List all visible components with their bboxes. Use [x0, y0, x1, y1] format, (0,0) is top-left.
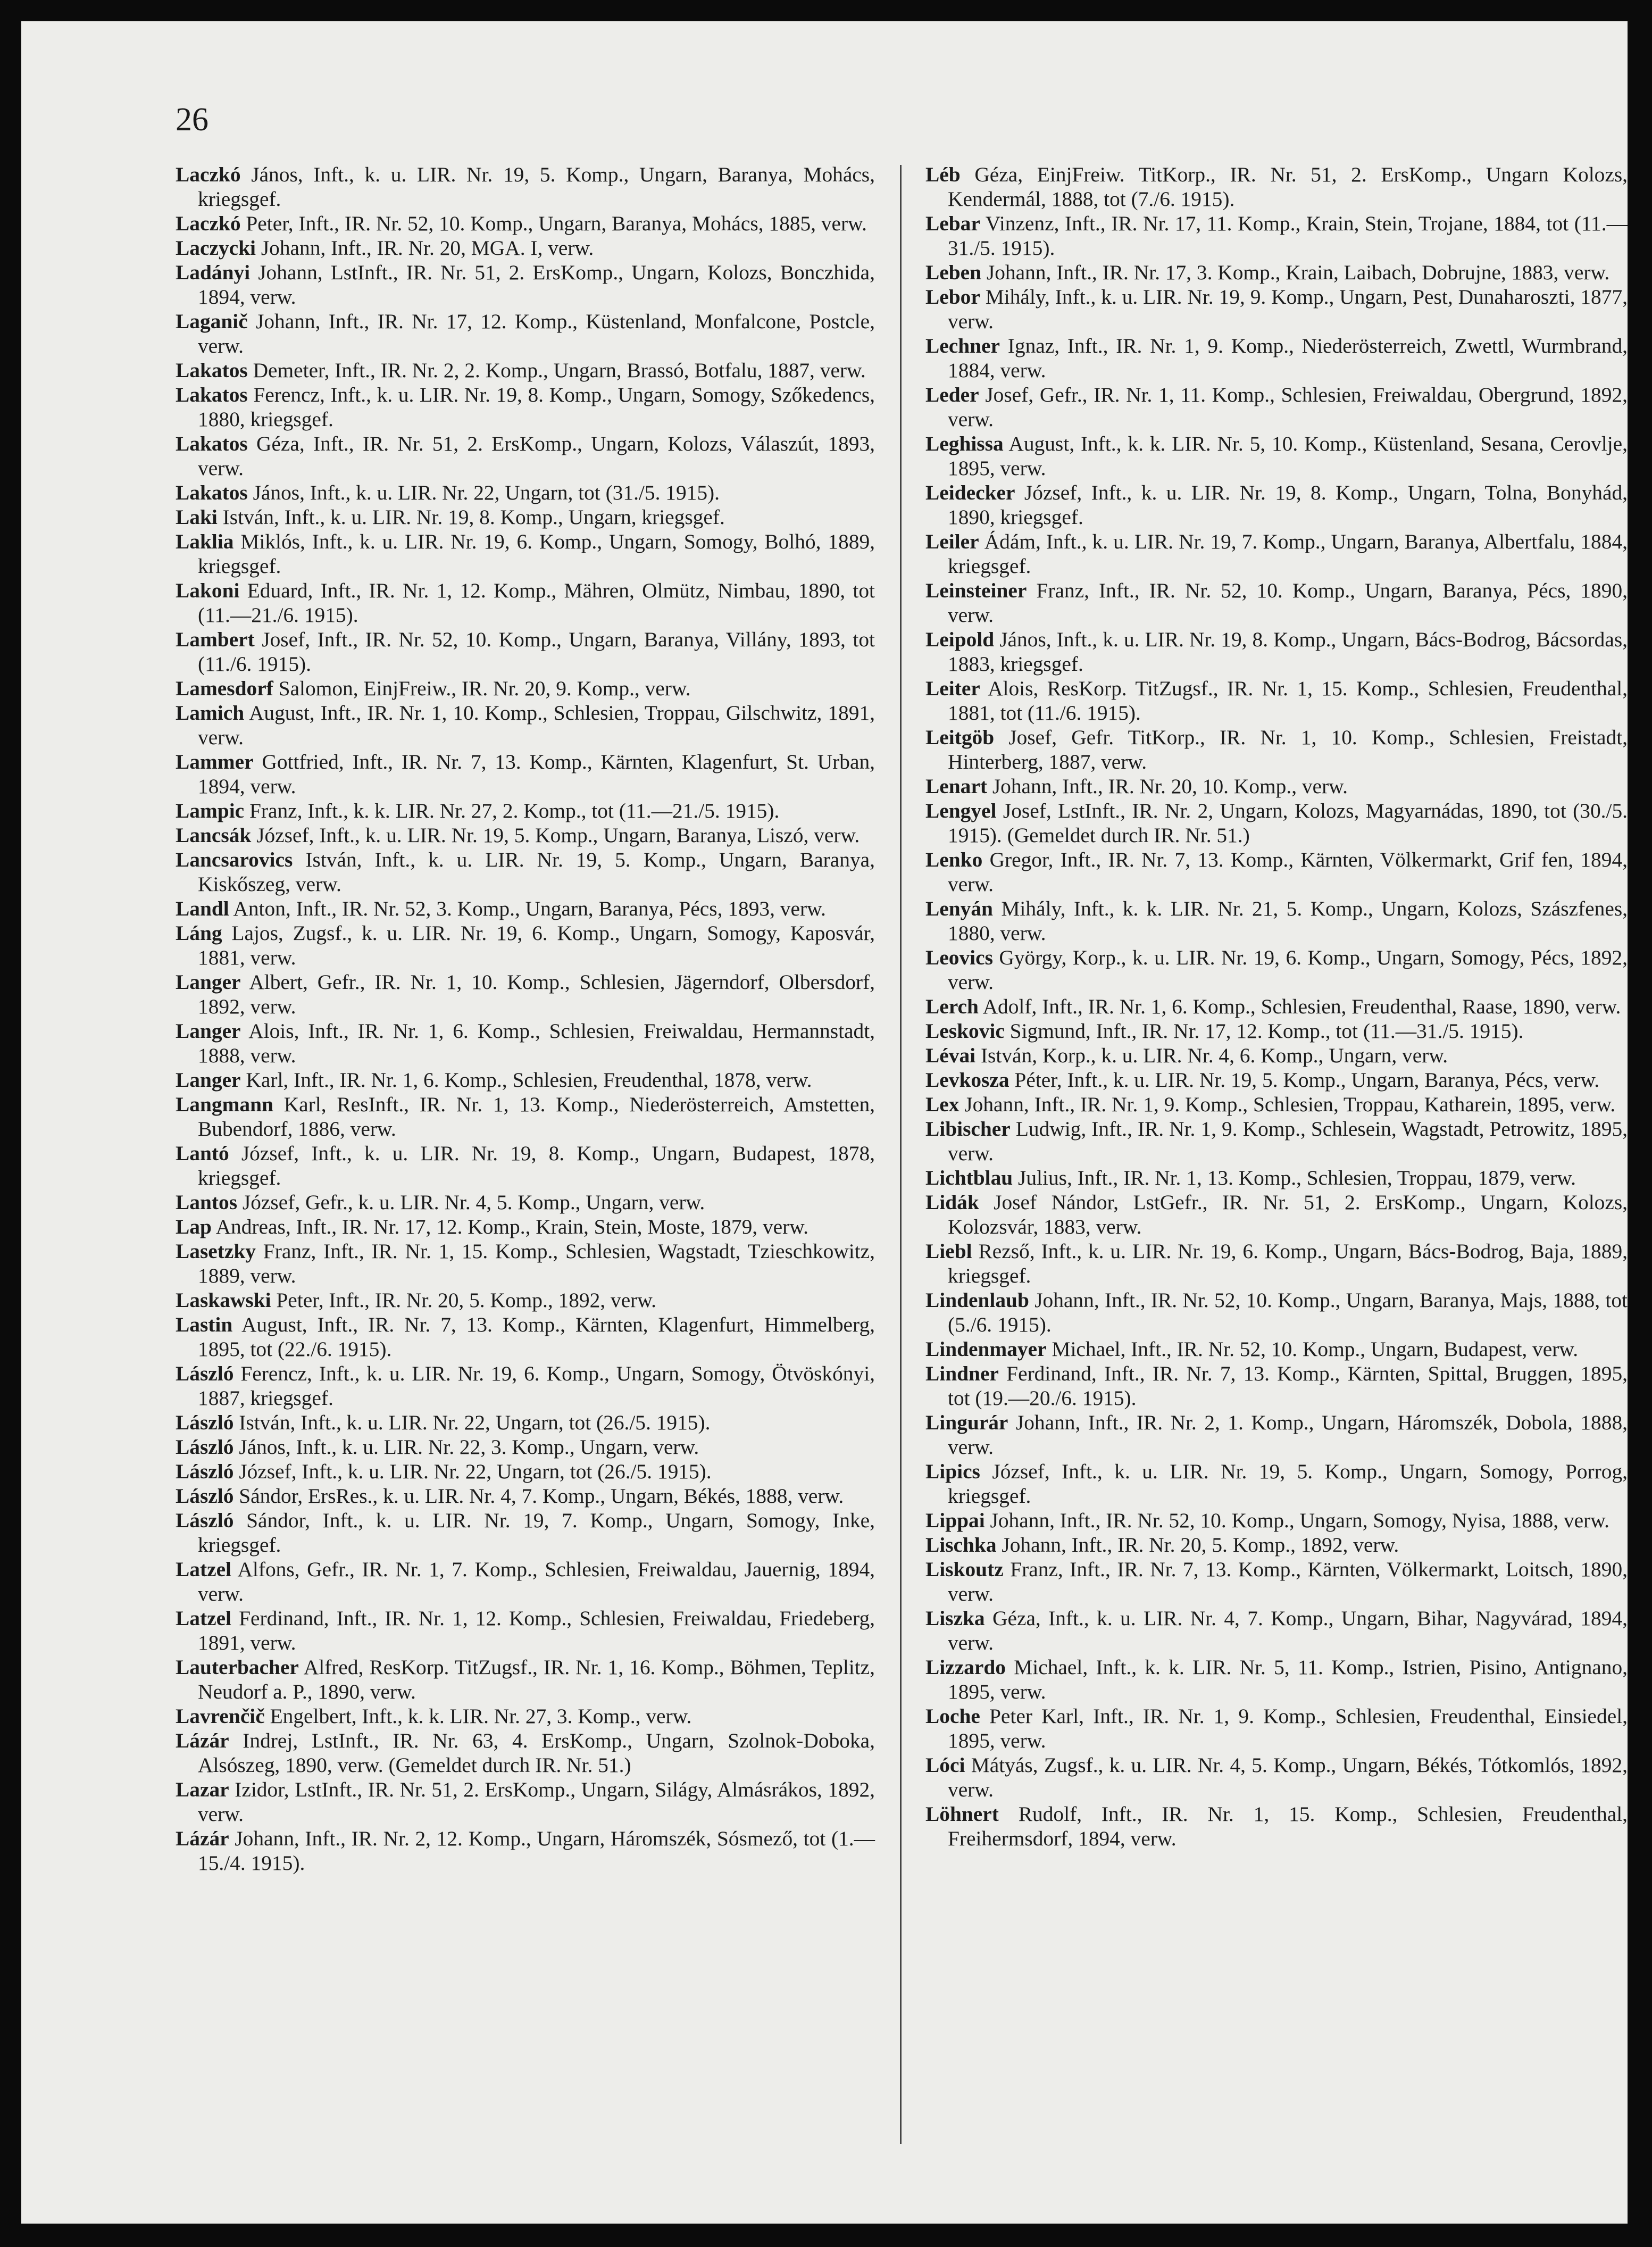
- register-entry: [925, 1068, 1628, 1092]
- entry-surname: Lindenmayer: [925, 1337, 1047, 1361]
- register-entry: [176, 1704, 875, 1728]
- entry-details: Josef, Gefr. TitKorp., IR. Nr. 1, 10. Komp., Schlesien, Freistadt, Hinterberg, 1887, verw.: [948, 726, 1628, 773]
- document-page: [21, 21, 1628, 2224]
- entry-details: Alois, ResKorp. TitZugsf., IR. Nr. 1, 15. Komp., Schlesien, Freudenthal, 1881, tot (11./6. 1915).: [948, 677, 1628, 725]
- register-entry: [925, 1166, 1628, 1190]
- entry-details: Albert, Gefr., IR. Nr. 1, 10. Komp., Schlesien, Jägerndorf, Olbersdorf, 1892, verw.: [198, 970, 875, 1018]
- register-entry: [176, 358, 875, 382]
- entry-surname: Léb: [925, 163, 961, 186]
- entry-surname: László: [176, 1460, 234, 1483]
- entry-surname: Lastin: [176, 1313, 233, 1336]
- register-entry: [925, 1288, 1628, 1337]
- entry-details: Peter Karl, Inft., IR. Nr. 1, 9. Komp., Schlesien, Freudenthal, Einsiedel, 1895, verw.: [948, 1704, 1628, 1752]
- entry-details: Peter, Inft., IR. Nr. 20, 5. Komp., 1892, verw.: [271, 1288, 657, 1312]
- entry-details: János, Inft., k. u. LIR. Nr. 19, 8. Komp., Ungarn, Bács-Bodrog, Bácsordas, 1883, kriegsgef.: [948, 628, 1628, 676]
- register-entry: [176, 1655, 875, 1704]
- entry-details: Rudolf, Inft., IR. Nr. 1, 15. Komp., Schlesien, Freudenthal, Freihermsdorf, 1894, verw.: [948, 1802, 1628, 1850]
- entry-surname: Lenyán: [925, 897, 993, 920]
- entry-surname: Lázár: [176, 1729, 229, 1752]
- entry-surname: Lampic: [176, 799, 245, 822]
- entry-details: Indrej, LstInft., IR. Nr. 63, 4. ErsKomp., Ungarn, Szolnok-Doboka, Alsószeg, 1890, verw. (Gemeldet durch IR. Nr. 51.): [198, 1729, 875, 1777]
- entry-details: Ádám, Inft., k. u. LIR. Nr. 19, 7. Komp., Ungarn, Baranya, Albertfalu, 1884, kriegsgef.: [948, 530, 1628, 578]
- register-entry: [176, 798, 875, 823]
- register-entry: [176, 1777, 875, 1826]
- entry-details: Eduard, Inft., IR. Nr. 1, 12. Komp., Mähren, Olmütz, Nimbau, 1890, tot (11.—21./6. 1915).: [198, 579, 875, 627]
- entry-details: Johann, Inft., IR. Nr. 1, 9. Komp., Schlesien, Troppau, Katharein, 1895, verw.: [959, 1093, 1616, 1116]
- entry-details: Géza, EinjFreiw. TitKorp., IR. Nr. 51, 2. ErsKomp., Ungarn Kolozs, Kendermál, 1888, tot (7./6. 1915).: [948, 163, 1628, 211]
- register-entry: [925, 1753, 1628, 1802]
- entry-details: István, Inft., k. u. LIR. Nr. 19, 8. Komp., Ungarn, kriegsgef.: [217, 505, 725, 529]
- entry-details: Julius, Inft., IR. Nr. 1, 13. Komp., Schlesien, Troppau, 1879, verw.: [1013, 1166, 1576, 1189]
- entry-details: József, Inft., k. u. LIR. Nr. 19, 8. Komp., Ungarn, Budapest, 1878, kriegsgef.: [198, 1142, 875, 1189]
- entry-surname: Laki: [176, 505, 218, 529]
- register-entry: [925, 382, 1628, 431]
- register-entry: [925, 676, 1628, 725]
- entry-surname: Lakatos: [176, 432, 248, 455]
- entry-details: Josef Nándor, LstGefr., IR. Nr. 51, 2. ErsKomp., Ungarn, Kolozs, Kolozsvár, 1883, verw.: [948, 1191, 1628, 1238]
- register-entry: [176, 1410, 875, 1435]
- entry-details: István, Korp., k. u. LIR. Nr. 4, 6. Komp., Ungarn, verw.: [975, 1044, 1448, 1067]
- register-entry: [925, 285, 1628, 334]
- register-entry: [925, 774, 1628, 798]
- register-entry: [176, 1484, 875, 1508]
- register-entry: [925, 1508, 1628, 1533]
- entry-surname: Lenart: [925, 775, 987, 798]
- entry-details: Péter, Inft., k. u. LIR. Nr. 19, 5. Komp., Ungarn, Baranya, Pécs, verw.: [1009, 1068, 1600, 1092]
- entry-details: István, Inft., k. u. LIR. Nr. 19, 5. Komp., Ungarn, Baranya, Kiskőszeg, verw.: [198, 848, 875, 896]
- page-number: 26: [176, 102, 208, 138]
- entry-surname: Lischka: [925, 1533, 997, 1557]
- entry-surname: Lebor: [925, 285, 980, 309]
- entry-surname: Lebar: [925, 212, 980, 235]
- entry-surname: Langer: [176, 1019, 241, 1043]
- entry-details: Ferdinand, Inft., IR. Nr. 1, 12. Komp., Schlesien, Freiwaldau, Friedeberg, 1891, verw.: [198, 1607, 875, 1654]
- entry-surname: Lichtblau: [925, 1166, 1013, 1189]
- entry-surname: Lantó: [176, 1142, 229, 1165]
- entry-surname: Lindenlaub: [925, 1288, 1029, 1312]
- entry-details: Salomon, EinjFreiw., IR. Nr. 20, 9. Komp., verw.: [273, 677, 691, 700]
- entry-surname: Lakatos: [176, 359, 248, 382]
- entry-surname: Laczkó: [176, 163, 241, 186]
- entry-details: Miklós, Inft., k. u. LIR. Nr. 19, 6. Komp., Ungarn, Somogy, Bolhó, 1889, kriegsgef.: [198, 530, 875, 578]
- entry-details: Franz, Inft., IR. Nr. 52, 10. Komp., Ungarn, Baranya, Pécs, 1890, verw.: [948, 579, 1628, 627]
- entry-surname: Láng: [176, 921, 222, 945]
- entry-surname: Lidák: [925, 1191, 979, 1214]
- entry-surname: Laganič: [176, 310, 248, 333]
- register-entry: [925, 260, 1628, 285]
- entry-details: Josef, Inft., IR. Nr. 52, 10. Komp., Ungarn, Baranya, Villány, 1893, tot (11./6. 1915).: [198, 628, 875, 676]
- entry-details: Josef, Gefr., IR. Nr. 1, 11. Komp., Schlesien, Freiwaldau, Obergrund, 1892, verw.: [948, 383, 1628, 431]
- entry-details: Vinzenz, Inft., IR. Nr. 17, 11. Komp., Krain, Stein, Trojane, 1884, tot (11.—31./5. 1915).: [948, 212, 1628, 260]
- entry-details: Izidor, LstInft., IR. Nr. 51, 2. ErsKomp., Ungarn, Silágy, Almásrákos, 1892, verw.: [198, 1778, 875, 1826]
- entry-surname: Lengyel: [925, 799, 997, 822]
- register-entry: [176, 676, 875, 701]
- register-entry: [925, 529, 1628, 578]
- entry-details: Andreas, Inft., IR. Nr. 17, 12. Komp., Krain, Stein, Moste, 1879, verw.: [211, 1215, 809, 1238]
- entry-details: Johann, Inft., IR. Nr. 20, 5. Komp., 1892, verw.: [996, 1533, 1399, 1557]
- entry-surname: Löhnert: [925, 1802, 999, 1826]
- register-entry: [925, 578, 1628, 627]
- entry-details: Johann, Inft., IR. Nr. 52, 10. Komp., Ungarn, Somogy, Nyisa, 1888, verw.: [984, 1509, 1609, 1532]
- entry-details: Ludwig, Inft., IR. Nr. 1, 9. Komp., Schlesein, Wagstadt, Petrowitz, 1895, verw.: [948, 1117, 1628, 1165]
- entry-surname: Leinsteiner: [925, 579, 1027, 602]
- register-entry: [176, 921, 875, 970]
- right-column: [925, 162, 1628, 1851]
- register-entry: [176, 236, 875, 260]
- entry-surname: Lóci: [925, 1753, 965, 1777]
- entry-surname: Lavrenčič: [176, 1704, 265, 1728]
- register-entry: [176, 1435, 875, 1459]
- register-entry: [925, 1043, 1628, 1068]
- register-entry: [176, 1190, 875, 1214]
- entry-details: Mihály, Inft., k. u. LIR. Nr. 19, 9. Komp., Ungarn, Pest, Dunaharoszti, 1877, verw.: [948, 285, 1628, 333]
- entry-details: Mihály, Inft., k. k. LIR. Nr. 21, 5. Komp., Ungarn, Kolozs, Szászfenes, 1880, verw.: [948, 897, 1628, 945]
- register-entry: [176, 1606, 875, 1655]
- entry-surname: Liskoutz: [925, 1558, 1004, 1581]
- entry-details: János, Inft., k. u. LIR. Nr. 19, 5. Komp., Ungarn, Baranya, Mohács, kriegsgef.: [198, 163, 875, 211]
- register-entry: [176, 260, 875, 309]
- entry-surname: Loche: [925, 1704, 980, 1728]
- register-entry: [925, 431, 1628, 480]
- entry-surname: Leovics: [925, 946, 993, 969]
- register-entry: [176, 750, 875, 798]
- register-entry: [176, 1068, 875, 1092]
- entry-details: August, Inft., IR. Nr. 7, 13. Komp., Kärnten, Klagenfurt, Himmelberg, 1895, tot (22./6. 1915).: [198, 1313, 875, 1361]
- register-entry: [176, 529, 875, 578]
- entry-surname: Lex: [925, 1093, 960, 1116]
- left-column: [176, 162, 875, 1875]
- entry-surname: Ladányi: [176, 261, 251, 284]
- entry-surname: Lindner: [925, 1362, 999, 1385]
- entry-surname: Lamich: [176, 701, 245, 725]
- register-entry: [925, 162, 1628, 211]
- entry-details: Franz, Inft., IR. Nr. 7, 13. Komp., Kärnten, Völkermarkt, Loitsch, 1890, verw.: [948, 1558, 1628, 1605]
- entry-details: József, Inft., k. u. LIR. Nr. 19, 5. Komp., Ungarn, Baranya, Liszó, verw.: [251, 823, 860, 847]
- entry-surname: Lamesdorf: [176, 677, 273, 700]
- entry-surname: Laczkó: [176, 212, 241, 235]
- entry-details: Adolf, Inft., IR. Nr. 1, 6. Komp., Schlesien, Freudenthal, Raase, 1890, verw.: [978, 995, 1621, 1018]
- entry-details: Anton, Inft., IR. Nr. 52, 3. Komp., Ungarn, Baranya, Pécs, 1893, verw.: [229, 897, 826, 920]
- entry-surname: László: [176, 1484, 234, 1508]
- entry-details: János, Inft., k. u. LIR. Nr. 22, Ungarn, tot (31./5. 1915).: [247, 481, 720, 504]
- entry-details: Johann, Inft., IR. Nr. 17, 12. Komp., Küstenland, Monfalcone, Postcle, verw.: [198, 310, 875, 357]
- register-entry: [176, 1312, 875, 1361]
- entry-details: Ferencz, Inft., k. u. LIR. Nr. 19, 8. Komp., Ungarn, Somogy, Szőkedencs, 1880, kriegsgef.: [198, 383, 875, 431]
- register-entry: [176, 480, 875, 505]
- entry-surname: Leitgöb: [925, 726, 995, 749]
- entry-surname: Libischer: [925, 1117, 1011, 1141]
- entry-details: Johann, Inft., IR. Nr. 20, MGA. I, verw.: [255, 236, 594, 260]
- entry-details: József, Inft., k. u. LIR. Nr. 22, Ungarn, tot (26./5. 1915).: [233, 1460, 712, 1483]
- register-entry: [176, 701, 875, 750]
- entry-surname: Lippai: [925, 1509, 985, 1532]
- register-entry: [925, 1092, 1628, 1117]
- entry-surname: Langer: [176, 970, 241, 994]
- entry-surname: Lakatos: [176, 481, 248, 504]
- register-entry: [925, 1019, 1628, 1043]
- entry-details: János, Inft., k. u. LIR. Nr. 22, 3. Komp., Ungarn, verw.: [233, 1435, 699, 1459]
- entry-surname: Lévai: [925, 1044, 976, 1067]
- entry-surname: László: [176, 1411, 234, 1434]
- entry-details: Ignaz, Inft., IR. Nr. 1, 9. Komp., Niederösterreich, Zwettl, Wurmbrand, 1884, verw.: [948, 334, 1628, 382]
- entry-details: Engelbert, Inft., k. k. LIR. Nr. 27, 3. Komp., verw.: [264, 1704, 692, 1728]
- register-entry: [925, 1361, 1628, 1410]
- entry-surname: László: [176, 1509, 234, 1532]
- register-entry: [176, 1508, 875, 1557]
- entry-surname: Lap: [176, 1215, 212, 1238]
- entry-details: Peter, Inft., IR. Nr. 52, 10. Komp., Ungarn, Baranya, Mohács, 1885, verw.: [240, 212, 867, 235]
- register-entry: [176, 847, 875, 896]
- entry-surname: Lingurár: [925, 1411, 1008, 1434]
- entry-surname: Lauterbacher: [176, 1655, 299, 1679]
- entry-surname: Langer: [176, 1068, 241, 1092]
- entry-details: György, Korp., k. u. LIR. Nr. 19, 6. Komp., Ungarn, Somogy, Pécs, 1892, verw.: [948, 946, 1628, 994]
- entry-surname: Lipics: [925, 1460, 980, 1483]
- entry-surname: Lerch: [925, 995, 979, 1018]
- entry-surname: Liebl: [925, 1239, 972, 1263]
- entry-surname: Leidecker: [925, 481, 1015, 504]
- entry-surname: Laczycki: [176, 236, 256, 260]
- entry-details: Demeter, Inft., IR. Nr. 2, 2. Komp., Ungarn, Brassó, Botfalu, 1887, verw.: [247, 359, 866, 382]
- register-entry: [925, 798, 1628, 847]
- register-entry: [925, 725, 1628, 774]
- entry-surname: Lasetzky: [176, 1239, 256, 1263]
- entry-surname: Leiter: [925, 677, 980, 700]
- entry-surname: Latzel: [176, 1607, 231, 1630]
- register-entry: [176, 578, 875, 627]
- entry-details: Michael, Inft., k. k. LIR. Nr. 5, 11. Komp., Istrien, Pisino, Antignano, 1895, verw.: [948, 1655, 1628, 1703]
- entry-details: Sándor, ErsRes., k. u. LIR. Nr. 4, 7. Komp., Ungarn, Békés, 1888, verw.: [233, 1484, 844, 1508]
- entry-details: Mátyás, Zugsf., k. u. LIR. Nr. 4, 5. Komp., Ungarn, Békés, Tótkomlós, 1892, verw.: [948, 1753, 1628, 1801]
- entry-surname: László: [176, 1362, 234, 1385]
- register-entry: [176, 896, 875, 921]
- register-entry: [176, 211, 875, 236]
- register-entry: [925, 627, 1628, 676]
- entry-details: Alois, Inft., IR. Nr. 1, 6. Komp., Schlesien, Freiwaldau, Hermannstadt, 1888, verw.: [198, 1019, 875, 1067]
- entry-details: Gottfried, Inft., IR. Nr. 7, 13. Komp., Kärnten, Klagenfurt, St. Urban, 1894, verw.: [198, 750, 875, 798]
- entry-surname: Latzel: [176, 1558, 231, 1581]
- entry-details: József, Gefr., k. u. LIR. Nr. 4, 5. Komp., Ungarn, verw.: [237, 1191, 705, 1214]
- entry-surname: Lantos: [176, 1191, 238, 1214]
- entry-surname: Landl: [176, 897, 229, 920]
- register-entry: [176, 970, 875, 1019]
- entry-details: Ferdinand, Inft., IR. Nr. 7, 13. Komp., Kärnten, Spittal, Bruggen, 1895, tot (19.—20./6. 1915).: [948, 1362, 1628, 1410]
- entry-details: Géza, Inft., IR. Nr. 51, 2. ErsKomp., Ungarn, Kolozs, Válaszút, 1893, verw.: [198, 432, 875, 480]
- entry-details: István, Inft., k. u. LIR. Nr. 22, Ungarn, tot (26./5. 1915).: [233, 1411, 711, 1434]
- register-entry: [176, 627, 875, 676]
- entry-surname: László: [176, 1435, 234, 1459]
- entry-surname: Liszka: [925, 1607, 985, 1630]
- entry-surname: Lancsarovics: [176, 848, 293, 871]
- register-entry: [925, 1239, 1628, 1288]
- register-entry: [925, 211, 1628, 260]
- entry-details: Lajos, Zugsf., k. u. LIR. Nr. 19, 6. Komp., Ungarn, Somogy, Kaposvár, 1881, verw.: [198, 921, 875, 969]
- entry-details: Johann, LstInft., IR. Nr. 51, 2. ErsKomp., Ungarn, Kolozs, Bonczhida, 1894, verw.: [198, 261, 875, 309]
- column-divider: [900, 165, 902, 2144]
- register-entry: [925, 1459, 1628, 1508]
- register-entry: [925, 896, 1628, 945]
- register-entry: [176, 431, 875, 480]
- entry-details: Géza, Inft., k. u. LIR. Nr. 4, 7. Komp., Ungarn, Bihar, Nagyvárad, 1894, verw.: [948, 1607, 1628, 1654]
- register-entry: [925, 847, 1628, 896]
- register-entry: [176, 823, 875, 847]
- register-entry: [176, 1092, 875, 1141]
- register-entry: [925, 994, 1628, 1019]
- register-entry: [176, 382, 875, 431]
- entry-surname: Lammer: [176, 750, 254, 773]
- register-entry: [925, 1557, 1628, 1606]
- register-entry: [925, 945, 1628, 994]
- entry-surname: Leiler: [925, 530, 979, 553]
- register-entry: [176, 1288, 875, 1312]
- entry-surname: Laskawski: [176, 1288, 271, 1312]
- entry-surname: Lizzardo: [925, 1655, 1006, 1679]
- register-entry: [176, 1019, 875, 1068]
- entry-details: Sándor, Inft., k. u. LIR. Nr. 19, 7. Komp., Ungarn, Somogy, Inke, kriegsgef.: [198, 1509, 875, 1557]
- entry-details: Johann, Inft., IR. Nr. 20, 10. Komp., verw.: [987, 775, 1348, 798]
- register-entry: [176, 1214, 875, 1239]
- register-entry: [925, 1337, 1628, 1361]
- entry-details: Johann, Inft., IR. Nr. 2, 1. Komp., Ungarn, Háromszék, Dobola, 1888, verw.: [948, 1411, 1628, 1459]
- register-entry: [176, 1826, 875, 1875]
- register-entry: [176, 1361, 875, 1410]
- entry-surname: Lazar: [176, 1778, 229, 1801]
- entry-details: August, Inft., k. k. LIR. Nr. 5, 10. Komp., Küstenland, Sesana, Cerovlje, 1895, verw.: [948, 432, 1628, 480]
- entry-surname: Lenko: [925, 848, 983, 871]
- register-entry: [925, 1704, 1628, 1753]
- entry-surname: Lakatos: [176, 383, 248, 406]
- entry-details: Franz, Inft., IR. Nr. 1, 15. Komp., Schlesien, Wagstadt, Tzieschkowitz, 1889, verw.: [198, 1239, 875, 1287]
- register-entry: [925, 480, 1628, 529]
- entry-details: Alfons, Gefr., IR. Nr. 1, 7. Komp., Schlesien, Freiwaldau, Jauernig, 1894, verw.: [198, 1558, 875, 1605]
- entry-surname: Levkosza: [925, 1068, 1009, 1092]
- entry-surname: Lechner: [925, 334, 1000, 357]
- entry-details: Johann, Inft., IR. Nr. 17, 3. Komp., Krain, Laibach, Dobrujne, 1883, verw.: [981, 261, 1610, 284]
- register-entry: [176, 1141, 875, 1190]
- entry-surname: Lambert: [176, 628, 255, 651]
- entry-details: Rezső, Inft., k. u. LIR. Nr. 19, 6. Komp., Ungarn, Bács-Bodrog, Baja, 1889, kriegsgef.: [948, 1239, 1628, 1287]
- register-entry: [176, 309, 875, 358]
- register-entry: [925, 1606, 1628, 1655]
- register-entry: [176, 1728, 875, 1777]
- entry-details: József, Inft., k. u. LIR. Nr. 19, 8. Komp., Ungarn, Tolna, Bonyhád, 1890, kriegsgef.: [948, 481, 1628, 529]
- register-entry: [176, 1459, 875, 1484]
- entry-details: Karl, ResInft., IR. Nr. 1, 13. Komp., Niederösterreich, Amstetten, Bubendorf, 1886, verw.: [198, 1093, 875, 1141]
- entry-details: Ferencz, Inft., k. u. LIR. Nr. 19, 6. Komp., Ungarn, Somogy, Ötvöskónyi, 1887, kriegsgef.: [198, 1362, 875, 1410]
- entry-surname: Langmann: [176, 1093, 273, 1116]
- register-entry: [925, 1410, 1628, 1459]
- entry-surname: Leskovic: [925, 1019, 1005, 1043]
- entry-surname: Leipold: [925, 628, 995, 651]
- entry-details: Sigmund, Inft., IR. Nr. 17, 12. Komp., tot (11.—31./5. 1915).: [1004, 1019, 1524, 1043]
- register-entry: [925, 1117, 1628, 1166]
- register-entry: [176, 162, 875, 211]
- register-entry: [176, 1239, 875, 1288]
- entry-surname: Lancsák: [176, 823, 252, 847]
- entry-surname: Leder: [925, 383, 979, 406]
- register-entry: [925, 1190, 1628, 1239]
- entry-surname: Lázár: [176, 1827, 229, 1850]
- register-entry: [925, 1655, 1628, 1704]
- register-entry: [925, 334, 1628, 382]
- entry-surname: Laklia: [176, 530, 234, 553]
- entry-details: Michael, Inft., IR. Nr. 52, 10. Komp., Ungarn, Budapest, verw.: [1046, 1337, 1579, 1361]
- register-entry: [925, 1533, 1628, 1557]
- entry-details: Alfred, ResKorp. TitZugsf., IR. Nr. 1, 16. Komp., Böhmen, Teplitz, Neudorf a. P., 1890, verw.: [198, 1655, 875, 1703]
- entry-details: August, Inft., IR. Nr. 1, 10. Komp., Schlesien, Troppau, Gilschwitz, 1891, verw.: [198, 701, 875, 749]
- entry-details: József, Inft., k. u. LIR. Nr. 19, 5. Komp., Ungarn, Somogy, Porrog, kriegsgef.: [948, 1460, 1628, 1508]
- entry-details: Karl, Inft., IR. Nr. 1, 6. Komp., Schlesien, Freudenthal, 1878, verw.: [240, 1068, 812, 1092]
- entry-details: Josef, LstInft., IR. Nr. 2, Ungarn, Kolozs, Magyarnádas, 1890, tot (30./5. 1915). (Gemeldet durch IR. Nr. 51.): [948, 799, 1628, 847]
- register-entry: [176, 1557, 875, 1606]
- entry-details: Johann, Inft., IR. Nr. 52, 10. Komp., Ungarn, Baranya, Majs, 1888, tot (5./6. 1915).: [948, 1288, 1628, 1336]
- register-entry: [925, 1802, 1628, 1851]
- entry-surname: Lakoni: [176, 579, 240, 602]
- entry-surname: Leghissa: [925, 432, 1004, 455]
- entry-surname: Leben: [925, 261, 982, 284]
- entry-details: Johann, Inft., IR. Nr. 2, 12. Komp., Ungarn, Háromszék, Sósmező, tot (1.—15./4. 1915).: [198, 1827, 875, 1875]
- entry-details: Gregor, Inft., IR. Nr. 7, 13. Komp., Kärnten, Völkermarkt, Grif fen, 1894, verw.: [948, 848, 1628, 896]
- entry-details: Franz, Inft., k. k. LIR. Nr. 27, 2. Komp., tot (11.—21./5. 1915).: [244, 799, 780, 822]
- register-entry: [176, 505, 875, 529]
